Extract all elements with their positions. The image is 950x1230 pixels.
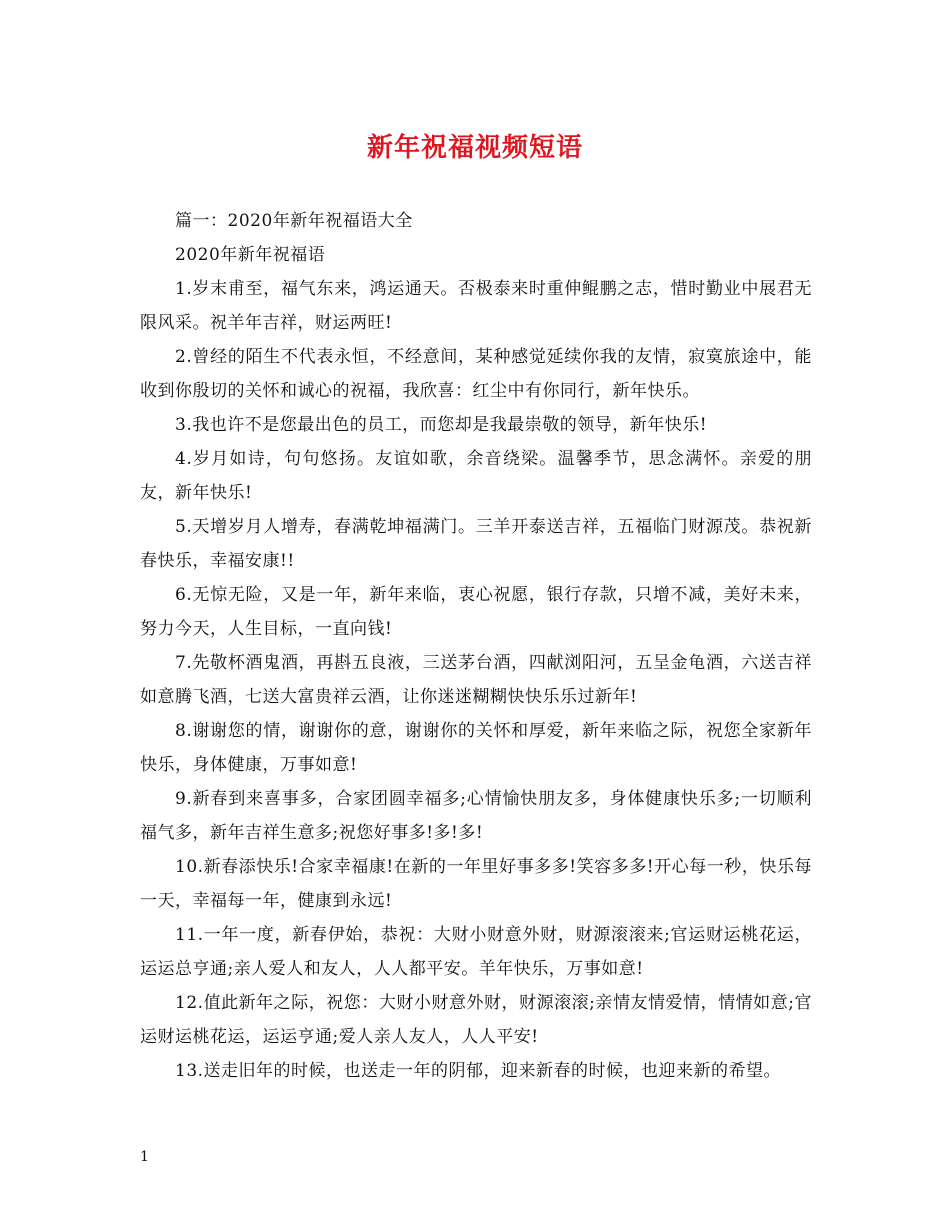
paragraph-1: 1.岁末甫至，福气东来，鸿运通天。否极泰来时重伸鲲鹏之志，惜时勤业中展君无限风采。祝羊年吉祥，财运两旺! [140, 279, 812, 333]
paragraph-4: 4.岁月如诗，句句悠扬。友谊如歌，余音绕梁。温馨季节，思念满怀。亲爱的朋友，新年快乐! [140, 449, 812, 503]
paragraph-13: 13.送走旧年的时候，也送走一年的阴郁，迎来新春的时候，也迎来新的希望。 [175, 1061, 782, 1081]
page-number: 1 [140, 1149, 149, 1165]
subsection-heading: 2020年新年祝福语 [175, 245, 326, 265]
paragraph-3: 3.我也许不是您最出色的员工，而您却是我最崇敬的领导，新年快乐! [175, 415, 708, 435]
document-title: 新年祝福视频短语 [366, 133, 583, 163]
paragraph-11: 11.一年一度，新春伊始，恭祝：大财小财意外财，财源滚滚来;官运财运桃花运，运运总亨通;亲人爱人和友人，人人都平安。羊年快乐，万事如意! [140, 925, 812, 979]
paragraph-2: 2.曾经的陌生不代表永恒，不经意间，某种感觉延续你我的友情，寂寞旅途中，能收到你殷切的关怀和诚心的祝福，我欣喜：红尘中有你同行，新年快乐。 [140, 347, 812, 401]
paragraph-6: 6.无惊无险，又是一年，新年来临，衷心祝愿，银行存款，只增不减，美好未来，努力今天，人生目标，一直向钱! [140, 585, 812, 639]
section-heading: 篇一：2020年新年祝福语大全 [175, 211, 413, 231]
paragraph-10: 10.新春添快乐!合家幸福康!在新的一年里好事多多!笑容多多!开心每一秒，快乐每一天，幸福每一年，健康到永远! [140, 857, 812, 911]
paragraph-5: 5.天增岁月人增寿，春满乾坤福满门。三羊开泰送吉祥，五福临门财源茂。恭祝新春快乐，幸福安康!! [140, 517, 812, 571]
paragraph-8: 8.谢谢您的情，谢谢你的意，谢谢你的关怀和厚爱，新年来临之际，祝您全家新年快乐，身体健康，万事如意! [140, 721, 812, 775]
paragraph-12: 12.值此新年之际，祝您：大财小财意外财，财源滚滚;亲情友情爱情，情情如意;官运财运桃花运，运运亨通;爱人亲人友人，人人平安! [140, 993, 812, 1047]
document-body [140, 204, 812, 1088]
paragraph-7: 7.先敬杯酒鬼酒，再斟五良液，三送茅台酒，四献浏阳河，五呈金龟酒，六送吉祥如意腾飞酒，七送大富贵祥云酒，让你迷迷糊糊快快乐乐过新年! [140, 653, 812, 707]
paragraph-9: 9.新春到来喜事多，合家团圆幸福多;心情愉快朋友多，身体健康快乐多;一切顺利福气多，新年吉祥生意多;祝您好事多!多!多! [140, 789, 812, 843]
